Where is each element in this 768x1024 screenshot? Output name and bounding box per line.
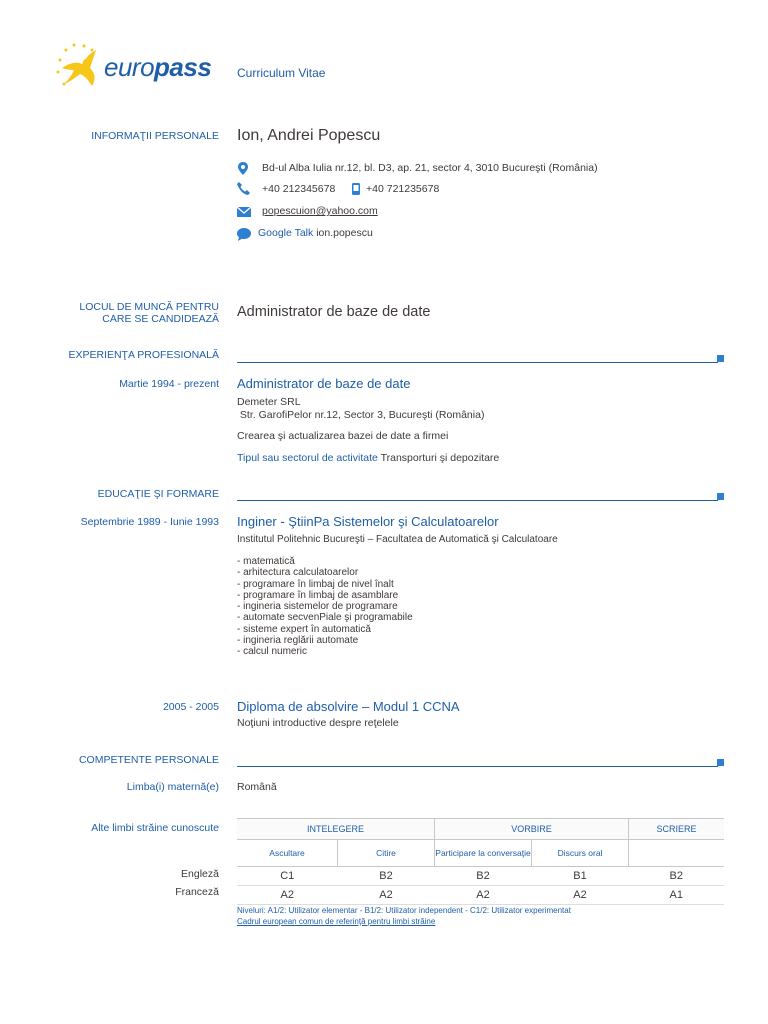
table-subheader-reading: Citire xyxy=(338,840,435,867)
table-subheader-interaction: Participare la conversaţie xyxy=(435,840,532,867)
language-name-french: Franceză xyxy=(175,886,219,898)
education-subjects-list xyxy=(237,556,413,658)
table-cell: B1 xyxy=(532,867,629,886)
job-applied-value: Administrator de baze de date xyxy=(237,304,431,320)
job-applied-label-line2: CARE SE CANDIDEAZĂ xyxy=(102,313,219,325)
personal-info-label: INFORMAŢII PERSONALE xyxy=(91,130,219,142)
table-header-writing: SCRIERE xyxy=(629,819,725,840)
table-cell: A2 xyxy=(532,886,629,905)
table-row xyxy=(237,886,724,905)
table-row xyxy=(237,867,724,886)
europass-logo xyxy=(52,40,232,96)
list-item: - programare în limbaj de asamblare xyxy=(237,589,399,601)
list-item: - programare în limbaj de nivel înalt xyxy=(237,578,394,590)
list-item: - arhitectura calculatoarelor xyxy=(237,567,359,579)
chat-bubble-icon xyxy=(237,228,251,241)
list-item: - matematică xyxy=(237,556,295,567)
person-name: Ion, Andrei Popescu xyxy=(237,127,381,144)
table-cell: B2 xyxy=(338,867,435,886)
sector-label: Tipul sau sectorul de activitate xyxy=(237,452,378,464)
language-name-english: Engleză xyxy=(181,868,219,880)
list-item: - ingineria sistemelor de programare xyxy=(237,601,398,613)
email-icon xyxy=(237,207,251,217)
list-item: - sisteme expert în automatică xyxy=(237,623,371,635)
education-title-1: Inginer - ŞtiinPa Sistemelor şi Calculatoarelor xyxy=(237,514,499,529)
mother-tongue-label: Limba(i) maternă(e) xyxy=(126,781,219,793)
table-cell: C1 xyxy=(237,867,338,886)
skills-divider-marker xyxy=(717,759,724,766)
experience-address: Str. GarofiPelor nr.12, Sector 3, Bucureşti (România) xyxy=(237,409,485,421)
job-applied-label-line1: LOCUL DE MUNCĂ PENTRU xyxy=(79,301,219,313)
education-divider xyxy=(237,500,718,501)
skills-section-label: COMPETENTE PERSONALE xyxy=(78,754,219,766)
experience-description: Crearea şi actualizarea bazei de date a firmei xyxy=(237,430,449,442)
address-text: Bd-ul Alba Iulia nr.12, bl. D3, ap. 21, sector 4, 3010 Bucureşti (România) xyxy=(262,162,598,174)
education-org-2: Noţiuni introductive despre reţelele xyxy=(237,717,399,729)
education-period-2: 2005 - 2005 xyxy=(162,701,219,713)
experience-employer: Demeter SRL xyxy=(237,396,301,408)
experience-divider xyxy=(237,362,718,363)
table-cell: A1 xyxy=(629,886,725,905)
education-section-label: EDUCAŢIE ŞI FORMARE xyxy=(97,488,219,500)
logo-figure-icon xyxy=(52,40,112,96)
job-applied-label xyxy=(0,301,219,325)
mobile-text: +40 721235678 xyxy=(366,183,440,195)
doc-type-title: Curriculum Vitae xyxy=(237,66,326,80)
list-item: - automate secvenPiale şi programabile xyxy=(237,612,413,624)
languages-table xyxy=(237,818,724,905)
experience-section-label: EXPERIENŢA PROFESIONALĂ xyxy=(68,349,219,361)
location-pin-icon xyxy=(238,162,248,175)
logo-text-pass: pass xyxy=(154,52,212,82)
im-value: ion.popescu xyxy=(316,227,373,239)
table-header-understanding: INTELEGERE xyxy=(237,819,435,840)
table-subheader-listening: Ascultare xyxy=(237,840,338,867)
framework-link[interactable]: Cadrul european comun de referinţă pentru limbi străine xyxy=(237,917,436,926)
levels-note: Niveluri: A1/2: Utilizator elementar - B1/2: Utilizator independent - C1/2: Utilizator experimentat xyxy=(237,906,571,915)
table-cell: A2 xyxy=(237,886,338,905)
sector-value: Transporturi şi depozitare xyxy=(380,452,500,464)
education-divider-marker xyxy=(717,493,724,500)
list-item: - ingineria reglării automate xyxy=(237,635,359,647)
mother-tongue-value: Română xyxy=(237,781,277,793)
table-cell: B2 xyxy=(629,867,725,886)
list-item: - calcul numeric xyxy=(237,646,308,658)
experience-title: Administrator de baze de date xyxy=(237,376,411,391)
table-header-speaking: VORBIRE xyxy=(435,819,629,840)
im-label: Google Talk xyxy=(258,227,314,239)
experience-period: Martie 1994 - prezent xyxy=(119,378,219,390)
skills-divider xyxy=(237,766,718,767)
table-cell: A2 xyxy=(435,886,532,905)
table-subheader-writing-empty xyxy=(629,840,725,867)
table-cell: A2 xyxy=(338,886,435,905)
logo-text-euro: euro xyxy=(104,52,155,82)
other-languages-label: Alte limbi străine cunoscute xyxy=(91,822,219,834)
education-title-2: Diploma de absolvire – Modul 1 CCNA xyxy=(237,699,460,714)
table-cell: B2 xyxy=(435,867,532,886)
education-org-1: Institutul Politehnic Bucureşti – Facultatea de Automatică şi Calculatoare xyxy=(237,534,558,545)
mobile-phone-icon xyxy=(352,183,360,195)
email-link[interactable]: popescuion@yahoo.com xyxy=(262,205,378,217)
education-period-1: Septembrie 1989 - Iunie 1993 xyxy=(80,516,219,528)
phone-text: +40 212345678 xyxy=(262,183,336,195)
experience-divider-marker xyxy=(717,355,724,362)
phone-icon xyxy=(237,182,250,195)
table-subheader-production: Discurs oral xyxy=(532,840,629,867)
